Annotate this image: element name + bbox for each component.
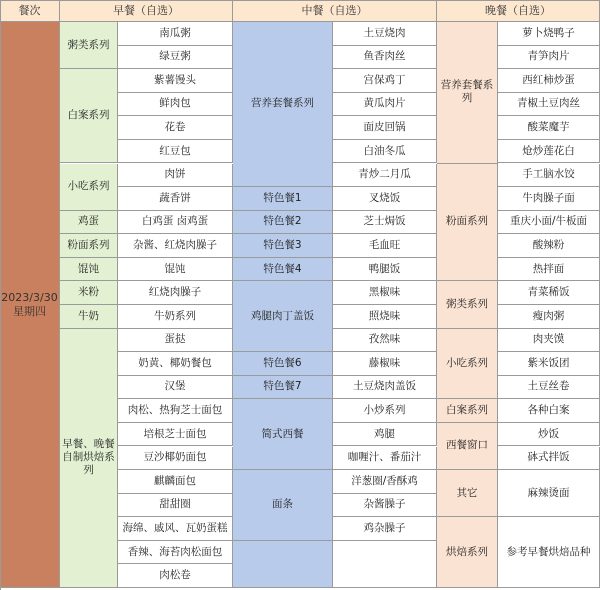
dinner-item: 麻辣烫面 — [498, 470, 600, 517]
breakfast-item: 豆沙椰奶面包 — [118, 447, 233, 471]
dinner-category: 其它 — [437, 470, 498, 517]
dinner-item: 酸辣粉 — [498, 234, 600, 258]
lunch-category: 特色餐7 — [233, 376, 333, 400]
lunch-item: 小炒系列 — [333, 399, 437, 423]
breakfast-category: 馄饨 — [60, 258, 118, 282]
date-cell — [0, 22, 60, 588]
dinner-item: 青笋肉片 — [498, 46, 600, 70]
lunch-item: 宫保鸡丁 — [333, 69, 437, 93]
lunch-item: 白油冬瓜 — [333, 140, 437, 164]
breakfast-item: 红豆包 — [118, 140, 233, 164]
header-dinner: 晚餐（自选） — [437, 0, 600, 22]
lunch-item: 黄瓜肉片 — [333, 93, 437, 117]
lunch-category-empty — [233, 541, 333, 588]
dinner-item: 土豆丝卷 — [498, 376, 600, 400]
breakfast-category: 早餐、晚餐自制烘焙系列 — [60, 329, 118, 588]
dinner-item: 参考早餐烘焙品种 — [498, 517, 600, 588]
lunch-item: 杂酱臊子 — [333, 494, 437, 518]
breakfast-item: 南瓜粥 — [118, 22, 233, 46]
lunch-category: 特色餐4 — [233, 258, 333, 282]
lunch-item: 洋葱圈/香酥鸡 — [333, 470, 437, 494]
breakfast-item: 牛奶系列 — [118, 305, 233, 329]
breakfast-item: 紫薯馒头 — [118, 69, 233, 93]
lunch-item: 芝士焗饭 — [333, 211, 437, 235]
breakfast-item: 鲜肉包 — [118, 93, 233, 117]
dinner-item: 肉夹馍 — [498, 329, 600, 353]
dinner-item: 各种白案 — [498, 399, 600, 423]
dinner-item: 青椒土豆肉丝 — [498, 93, 600, 117]
dinner-category: 白案系列 — [437, 399, 498, 423]
dinner-category: 粥类系列 — [437, 281, 498, 328]
breakfast-item: 汉堡 — [118, 376, 233, 400]
lunch-item: 毛血旺 — [333, 234, 437, 258]
dinner-category: 西餐窗口 — [437, 423, 498, 470]
dinner-item: 瘦肉粥 — [498, 305, 600, 329]
breakfast-item: 香辣、海苔肉松面包 — [118, 541, 233, 565]
breakfast-item: 蛋挞 — [118, 329, 233, 353]
lunch-item: 土豆烧肉盖饭 — [333, 376, 437, 400]
lunch-category: 特色餐1 — [233, 187, 333, 211]
breakfast-item: 肉饼 — [118, 164, 233, 188]
header-breakfast: 早餐（自选） — [60, 0, 233, 22]
date-text: 2023/3/30 — [1, 290, 58, 304]
breakfast-item: 红烧肉臊子 — [118, 281, 233, 305]
dinner-item: 重庆小面/牛板面 — [498, 211, 600, 235]
lunch-item: 土豆烧肉 — [333, 22, 437, 46]
breakfast-item: 培根芝士面包 — [118, 423, 233, 447]
breakfast-item: 杂酱、红烧肉臊子 — [118, 234, 233, 258]
breakfast-item: 奶黄、椰奶餐包 — [118, 352, 233, 376]
lunch-category: 面条 — [233, 470, 333, 541]
breakfast-item: 花卷 — [118, 116, 233, 140]
breakfast-item: 绿豆粥 — [118, 46, 233, 70]
lunch-category: 营养套餐系列 — [233, 22, 333, 187]
breakfast-category: 牛奶 — [60, 305, 118, 329]
header-lunch: 中餐（自选） — [233, 0, 437, 22]
lunch-item: 面皮回锅 — [333, 116, 437, 140]
dinner-item: 萝卜烧鸭子 — [498, 22, 600, 46]
lunch-item: 咖喱汁、番茄汁 — [333, 447, 437, 471]
breakfast-category: 小吃系列 — [60, 164, 118, 211]
breakfast-item: 甜甜圈 — [118, 494, 233, 518]
dinner-item: 热拌面 — [498, 258, 600, 282]
breakfast-item: 白鸡蛋 卤鸡蛋 — [118, 211, 233, 235]
lunch-category: 鸡腿肉丁盖饭 — [233, 281, 333, 352]
lunch-item: 藤椒味 — [333, 352, 437, 376]
breakfast-category: 粥类系列 — [60, 22, 118, 69]
breakfast-item: 海绵、戚风、瓦奶蛋糕 — [118, 517, 233, 541]
lunch-category: 特色餐6 — [233, 352, 333, 376]
weekday-text: 星期四 — [13, 304, 46, 318]
dinner-item: 酸菜魔芋 — [498, 116, 600, 140]
header-day: 餐次 — [0, 0, 60, 22]
dinner-category: 粉面系列 — [437, 164, 498, 282]
dinner-category: 营养套餐系列 — [437, 22, 498, 164]
dinner-category: 烘焙系列 — [437, 517, 498, 588]
breakfast-category: 米粉 — [60, 281, 118, 305]
breakfast-category: 粉面系列 — [60, 234, 118, 258]
lunch-item: 孜然味 — [333, 329, 437, 353]
breakfast-item: 肉松卷 — [118, 564, 233, 588]
lunch-item: 叉烧饭 — [333, 187, 437, 211]
breakfast-item: 馄饨 — [118, 258, 233, 282]
dinner-category: 小吃系列 — [437, 329, 498, 400]
dinner-item: 砵式拌饭 — [498, 447, 600, 471]
lunch-category: 简式西餐 — [233, 399, 333, 470]
breakfast-item: 麒麟面包 — [118, 470, 233, 494]
lunch-category: 特色餐3 — [233, 234, 333, 258]
lunch-category: 特色餐2 — [233, 211, 333, 235]
lunch-item: 鸭腿饭 — [333, 258, 437, 282]
breakfast-category: 鸡蛋 — [60, 211, 118, 235]
breakfast-item: 肉松、热狗芝士面包 — [118, 399, 233, 423]
lunch-item: 照烧味 — [333, 305, 437, 329]
dinner-item: 手工脑水饺 — [498, 164, 600, 188]
breakfast-item: 蔬香饼 — [118, 187, 233, 211]
lunch-item: 鸡腿 — [333, 423, 437, 447]
dinner-item: 紫米饭团 — [498, 352, 600, 376]
lunch-item: 鱼香肉丝 — [333, 46, 437, 70]
dinner-item: 炝炒莲花白 — [498, 140, 600, 164]
lunch-item: 鸡杂臊子 — [333, 517, 437, 541]
dinner-item: 青菜稀饭 — [498, 281, 600, 305]
lunch-item: 黑椒味 — [333, 281, 437, 305]
lunch-item: 青炒二月瓜 — [333, 164, 437, 188]
dinner-item: 炒饭 — [498, 423, 600, 447]
lunch-item-empty — [333, 541, 437, 588]
breakfast-category: 白案系列 — [60, 69, 118, 163]
dinner-item: 西红柿炒蛋 — [498, 69, 600, 93]
dinner-item: 牛肉臊子面 — [498, 187, 600, 211]
